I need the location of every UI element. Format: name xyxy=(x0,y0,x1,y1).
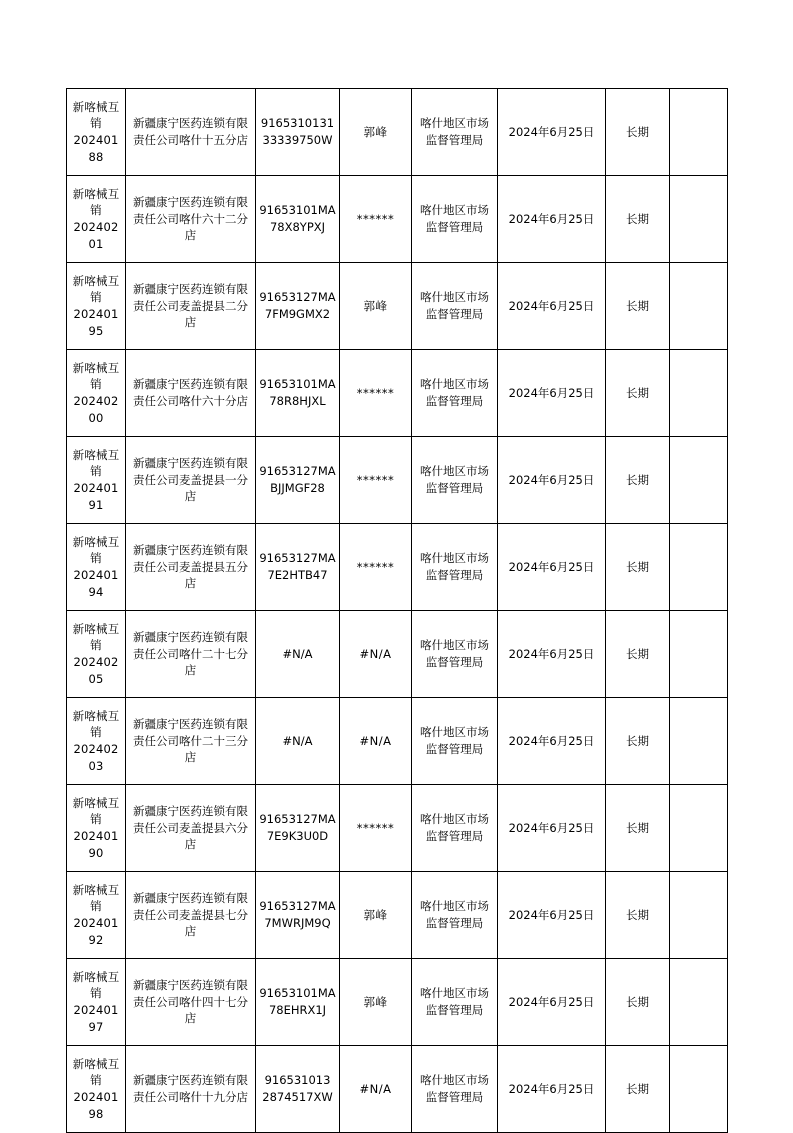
cell-credit-code: 916531013 2874517XW xyxy=(256,1046,340,1133)
cell-record-code: 新喀械互销202402 01 xyxy=(67,176,126,263)
table-row xyxy=(67,872,728,959)
cell-record-date: 2024年6月25日 xyxy=(498,350,606,437)
table-row xyxy=(67,698,728,785)
cell-record-code: 新喀械互销202402 00 xyxy=(67,350,126,437)
cell-remark xyxy=(670,524,728,611)
cell-credit-code: 91653127MABJJMGF28 xyxy=(256,437,340,524)
cell-valid-term: 长期 xyxy=(606,785,670,872)
cell-legal-person: #N/A xyxy=(340,1046,412,1133)
cell-authority: 喀什地区市场监督管理局 xyxy=(412,89,498,176)
cell-credit-code: 91653127MA7E2HTB47 xyxy=(256,524,340,611)
cell-legal-person: ****** xyxy=(340,437,412,524)
cell-company-name: 新疆康宁医药连锁有限责任公司喀什十九分店 xyxy=(126,1046,256,1133)
cell-valid-term: 长期 xyxy=(606,524,670,611)
cell-authority: 喀什地区市场监督管理局 xyxy=(412,437,498,524)
cell-remark xyxy=(670,959,728,1046)
cell-record-code: 新喀械互销202402 03 xyxy=(67,698,126,785)
table-row xyxy=(67,89,728,176)
cell-legal-person: #N/A xyxy=(340,698,412,785)
cell-record-code: 新喀械互销202401 88 xyxy=(67,89,126,176)
cell-company-name: 新疆康宁医药连锁有限责任公司麦盖提县一分店 xyxy=(126,437,256,524)
cell-credit-code: 916531013133339750W xyxy=(256,89,340,176)
table-body xyxy=(67,89,728,1133)
cell-record-date: 2024年6月25日 xyxy=(498,785,606,872)
cell-record-date: 2024年6月25日 xyxy=(498,1046,606,1133)
cell-company-name: 新疆康宁医药连锁有限责任公司喀什十五分店 xyxy=(126,89,256,176)
registration-table-container xyxy=(66,88,727,1133)
table-row xyxy=(67,176,728,263)
cell-remark xyxy=(670,611,728,698)
cell-valid-term: 长期 xyxy=(606,176,670,263)
cell-authority: 喀什地区市场监督管理局 xyxy=(412,785,498,872)
cell-authority: 喀什地区市场监督管理局 xyxy=(412,350,498,437)
cell-remark xyxy=(670,698,728,785)
cell-valid-term: 长期 xyxy=(606,698,670,785)
cell-legal-person: 郭峰 xyxy=(340,89,412,176)
table-row xyxy=(67,350,728,437)
cell-credit-code: 91653101MA78EHRX1J xyxy=(256,959,340,1046)
cell-record-code: 新喀械互销202401 94 xyxy=(67,524,126,611)
table-row xyxy=(67,959,728,1046)
cell-remark xyxy=(670,176,728,263)
cell-record-code: 新喀械互销202401 90 xyxy=(67,785,126,872)
cell-credit-code: #N/A xyxy=(256,611,340,698)
cell-credit-code: 91653127MA7E9K3U0D xyxy=(256,785,340,872)
cell-record-code: 新喀械互销202401 98 xyxy=(67,1046,126,1133)
cell-company-name: 新疆康宁医药连锁有限责任公司麦盖提县二分店 xyxy=(126,263,256,350)
table-row xyxy=(67,437,728,524)
cell-record-date: 2024年6月25日 xyxy=(498,872,606,959)
table-row xyxy=(67,263,728,350)
cell-remark xyxy=(670,785,728,872)
cell-authority: 喀什地区市场监督管理局 xyxy=(412,959,498,1046)
cell-record-code: 新喀械互销202401 92 xyxy=(67,872,126,959)
cell-legal-person: ****** xyxy=(340,785,412,872)
cell-legal-person: 郭峰 xyxy=(340,263,412,350)
cell-remark xyxy=(670,350,728,437)
cell-legal-person: ****** xyxy=(340,176,412,263)
cell-company-name: 新疆康宁医药连锁有限责任公司喀什六十二分店 xyxy=(126,176,256,263)
table-row xyxy=(67,611,728,698)
cell-record-date: 2024年6月25日 xyxy=(498,176,606,263)
cell-valid-term: 长期 xyxy=(606,959,670,1046)
cell-valid-term: 长期 xyxy=(606,1046,670,1133)
cell-authority: 喀什地区市场监督管理局 xyxy=(412,1046,498,1133)
cell-authority: 喀什地区市场监督管理局 xyxy=(412,524,498,611)
cell-record-code: 新喀械互销202402 05 xyxy=(67,611,126,698)
cell-record-date: 2024年6月25日 xyxy=(498,437,606,524)
cell-valid-term: 长期 xyxy=(606,611,670,698)
cell-company-name: 新疆康宁医药连锁有限责任公司喀什四十七分店 xyxy=(126,959,256,1046)
cell-remark xyxy=(670,1046,728,1133)
cell-legal-person: ****** xyxy=(340,350,412,437)
cell-record-date: 2024年6月25日 xyxy=(498,524,606,611)
cell-credit-code: 91653127MA7FM9GMX2 xyxy=(256,263,340,350)
cell-authority: 喀什地区市场监督管理局 xyxy=(412,176,498,263)
cell-company-name: 新疆康宁医药连锁有限责任公司喀什六十分店 xyxy=(126,350,256,437)
cell-credit-code: #N/A xyxy=(256,698,340,785)
cell-valid-term: 长期 xyxy=(606,89,670,176)
cell-remark xyxy=(670,872,728,959)
cell-company-name: 新疆康宁医药连锁有限责任公司喀什二十七分店 xyxy=(126,611,256,698)
cell-record-date: 2024年6月25日 xyxy=(498,89,606,176)
cell-record-date: 2024年6月25日 xyxy=(498,959,606,1046)
cell-legal-person: 郭峰 xyxy=(340,872,412,959)
table-row xyxy=(67,1046,728,1133)
cell-valid-term: 长期 xyxy=(606,872,670,959)
cell-credit-code: 91653101MA78R8HJXL xyxy=(256,350,340,437)
cell-record-date: 2024年6月25日 xyxy=(498,263,606,350)
cell-company-name: 新疆康宁医药连锁有限责任公司麦盖提县七分店 xyxy=(126,872,256,959)
cell-remark xyxy=(670,263,728,350)
cell-credit-code: 91653127MA7MWRJM9Q xyxy=(256,872,340,959)
cell-remark xyxy=(670,89,728,176)
cell-authority: 喀什地区市场监督管理局 xyxy=(412,263,498,350)
cell-legal-person: #N/A xyxy=(340,611,412,698)
cell-legal-person: 郭峰 xyxy=(340,959,412,1046)
cell-record-date: 2024年6月25日 xyxy=(498,611,606,698)
cell-valid-term: 长期 xyxy=(606,263,670,350)
cell-record-date: 2024年6月25日 xyxy=(498,698,606,785)
registration-table xyxy=(66,88,728,1133)
cell-valid-term: 长期 xyxy=(606,350,670,437)
cell-authority: 喀什地区市场监督管理局 xyxy=(412,698,498,785)
cell-legal-person: ****** xyxy=(340,524,412,611)
cell-company-name: 新疆康宁医药连锁有限责任公司喀什二十三分店 xyxy=(126,698,256,785)
cell-remark xyxy=(670,437,728,524)
cell-valid-term: 长期 xyxy=(606,437,670,524)
cell-authority: 喀什地区市场监督管理局 xyxy=(412,611,498,698)
table-row xyxy=(67,785,728,872)
cell-credit-code: 91653101MA78X8YPXJ xyxy=(256,176,340,263)
cell-company-name: 新疆康宁医药连锁有限责任公司麦盖提县六分店 xyxy=(126,785,256,872)
cell-record-code: 新喀械互销202401 91 xyxy=(67,437,126,524)
cell-company-name: 新疆康宁医药连锁有限责任公司麦盖提县五分店 xyxy=(126,524,256,611)
cell-record-code: 新喀械互销202401 97 xyxy=(67,959,126,1046)
table-row xyxy=(67,524,728,611)
cell-record-code: 新喀械互销202401 95 xyxy=(67,263,126,350)
cell-authority: 喀什地区市场监督管理局 xyxy=(412,872,498,959)
